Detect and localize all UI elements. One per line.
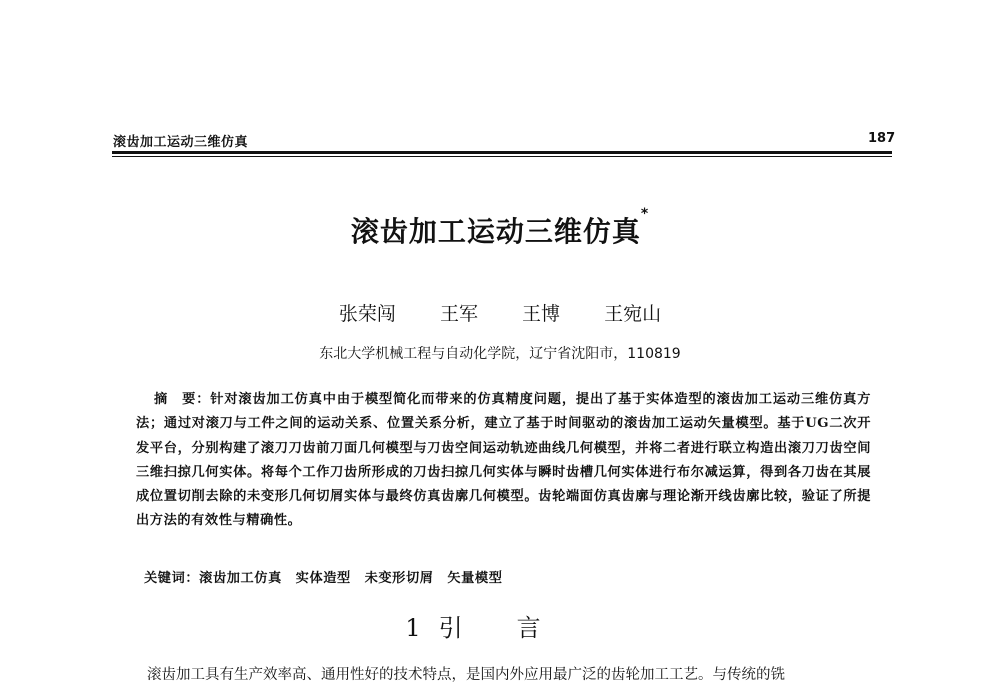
section-number: 1 xyxy=(405,614,421,642)
abstract-text: 针对滚齿加工仿真中由于模型简化而带来的仿真精度问题，提出了基于实体造型的滚齿加工运动三维仿真方法；通过对滚刀与工件之间的运动关系、位置关系分析，建立了基于时间驱动的滚齿加工运动矢量模型。基于UG二次开发平台，分别构建了滚刀刀齿前刀面几何模型与刀齿空间运动轨迹曲线几何模型，并将二者进行联立构造出滚刀刀齿空间三维扫掠几何实体。将每个工作刀齿所形成的刀齿扫掠几何实体与瞬时齿槽几何实体进行布尔减运算，得到各刀齿在其展成位置切削去除的未变形几何切屑实体与最终仿真齿廓几何模型。齿轮端面仿真齿廓与理论渐开线齿廓比较，验证了所提出方法的有效性与精确性。 xyxy=(136,392,871,529)
author: 张荣闯 xyxy=(338,303,396,325)
title-footnote-mark: * xyxy=(640,206,650,222)
header-rule-thick xyxy=(112,151,892,154)
running-header-title: 滚齿加工运动三维仿真 xyxy=(113,135,249,150)
author: 王宛山 xyxy=(604,303,662,325)
keywords-label: 关键词： xyxy=(144,571,200,586)
affiliation: 东北大学机械工程与自动化学院，辽宁省沈阳市，110819 xyxy=(319,346,681,362)
section-title: 引言 xyxy=(438,614,595,642)
abstract xyxy=(136,388,871,534)
keywords-text: 滚齿加工仿真 实体造型 未变形切屑 矢量模型 xyxy=(199,571,503,586)
body-paragraph: 滚齿加工具有生产效率高、通用性好的技术特点，是国内外应用最广泛的齿轮加工工艺。与传统的铣 xyxy=(147,667,785,683)
section-heading xyxy=(0,608,1000,643)
paper-title xyxy=(0,206,1000,250)
paper-title-text: 滚齿加工运动三维仿真 xyxy=(350,215,641,248)
keywords xyxy=(144,567,502,586)
author: 王军 xyxy=(439,303,478,325)
author: 王博 xyxy=(522,303,561,325)
header-rule-thin xyxy=(112,156,892,157)
author-list xyxy=(0,299,1000,326)
page-number: 187 xyxy=(868,131,896,146)
abstract-label: 摘 要： xyxy=(154,392,211,407)
